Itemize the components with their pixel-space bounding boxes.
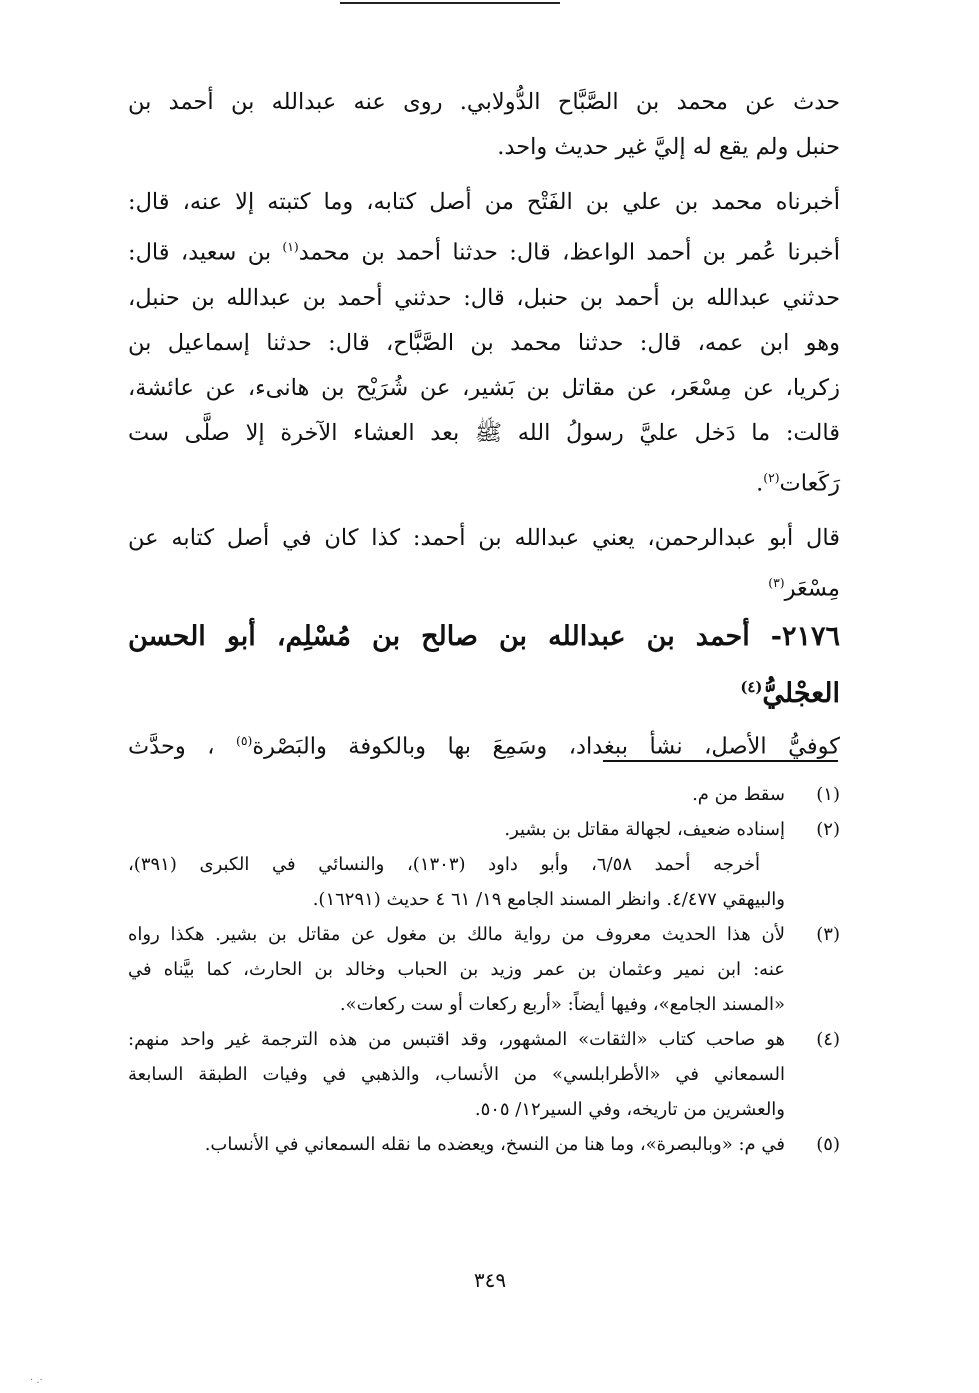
footnote-line: «المسند الجامع»، وفيها أيضاً: «أربع ركعات أو ست ركعات».	[339, 994, 785, 1015]
footnote-line: أخرجه أحمد ٦/٥٨، وأبو داود (١٣٠٣)، والنسائي في الكبرى (٣٩١)،	[128, 854, 760, 875]
top-edge-marks	[340, 2, 560, 7]
footnote-line: سقط من م.	[692, 784, 785, 805]
footnote-number: (٣)	[816, 924, 840, 945]
footnote-marker: (٢)	[763, 470, 780, 485]
text-segment: رَكَعات	[779, 470, 840, 496]
footnote-marker: (٤)	[740, 677, 763, 696]
scan-specks: · .·	[30, 1375, 43, 1386]
footnote-marker: (٥)	[236, 733, 253, 748]
page-number: ٣٤٩	[473, 1268, 507, 1292]
text-line: أخبرناه محمد بن علي بن الفَتْح من أصل كتابه، وما كتبته إلا عنه، قال:	[128, 189, 840, 215]
text-segment: كوفيُّ الأصل، نشأ ببغداد، وسَمِعَ بها وبالكوفة والبَصْرة	[252, 733, 840, 759]
footnote-line: والبيهقي ٤/٤٧٧. وانظر المسند الجامع ١٩/ ٦١ ٤ حديث (١٦٢٩١).	[312, 889, 785, 910]
footnote-marker: (٣)	[768, 576, 785, 590]
footnote-line: السمعاني في «الأطرابلسي» من الأنساب، والذهبي في وفيات الطبقة السابعة	[128, 1064, 785, 1085]
text-line	[128, 456, 840, 507]
footnote-number: (٤)	[816, 1029, 840, 1050]
text-line: وهو ابن عمه، قال: حدثنا محمد بن الصَّبَّاح، قال: حدثنا إسماعيل بن	[128, 329, 840, 356]
text-line	[128, 561, 840, 612]
footnote-line: هو صاحب كتاب «الثقات» المشهور، وقد اقتبس من هذه الترجمة غير واحد منهم:	[128, 1029, 785, 1050]
footnote	[128, 917, 840, 1022]
footnote-number: (٥)	[816, 1134, 840, 1155]
text-segment: مِسْعَر	[784, 575, 840, 602]
footnotes	[128, 777, 840, 1162]
footnote-line: في م: «وبالبصرة»، وما هنا من النسخ، ويعضده ما نقله السمعاني في الأنساب.	[204, 1134, 785, 1155]
footnote	[128, 812, 840, 917]
text-line	[128, 225, 840, 276]
footnote-line: والعشرين من تاريخه، وفي السير١٢/ ٥٠٥.	[474, 1099, 785, 1120]
text-segment: أخبرنا عُمر بن أحمد الواعظ، قال: حدثنا أحمد بن محمد	[298, 239, 840, 266]
footnote-line: لأن هذا الحديث معروف من رواية مالك بن مغول عن مقاتل بن بشير. هكذا رواه	[128, 924, 785, 945]
text-line: حدثني عبدالله بن أحمد بن حنبل، قال: حدثني أحمد بن عبدالله بن حنبل،	[128, 284, 840, 311]
text-line: حدث عن محمد بن الصَّبَّاح الدُّولابي. روى عنه عبدالله بن أحمد بن	[128, 89, 840, 115]
text-line: زكريا، عن مِسْعَر، عن مقاتل بن بَشير، عن شُرَيْح بن هانىء، عن عائشة،	[128, 374, 840, 401]
footnote-number: (١)	[816, 784, 840, 805]
footnote-line: عنه: ابن نمير وعثمان بن عمر وزيد بن الحباب وخالد بن الحارث، كما بيَّناه في	[128, 959, 785, 980]
footnote-separator	[603, 760, 838, 762]
text-line: حنبل ولم يقع له إليَّ غير حديث واحد.	[497, 134, 840, 160]
footnote	[128, 1127, 840, 1162]
main-text	[128, 80, 840, 769]
footnote-marker: (١)	[282, 240, 299, 254]
text-segment: بن سعيد، قال:	[128, 239, 283, 266]
text-segment: العجْليُّ	[762, 677, 840, 709]
text-line: قال أبو عبدالرحمن، يعني عبدالله بن أحمد: كذا كان في أصل كتابه عن	[128, 525, 840, 551]
text-segment: ، وحدَّث	[128, 733, 237, 759]
footnote	[128, 777, 840, 812]
footnote-line: إسناده ضعيف، لجهالة مقاتل بن بشير.	[504, 819, 785, 840]
text-line: قالت: ما دَخل عليَّ رسولُ الله ﷺ بعد العشاء الآخرة إلا صلَّى ست	[128, 419, 840, 446]
entry-heading: ٢١٧٦- أحمد بن عبدالله بن صالح بن مُسْلِم، أبو الحسن	[128, 620, 840, 652]
entry-heading-line2	[128, 662, 840, 719]
footnote-number: (٢)	[816, 819, 840, 840]
text-segment: .	[756, 470, 764, 496]
footnote	[128, 1022, 840, 1127]
